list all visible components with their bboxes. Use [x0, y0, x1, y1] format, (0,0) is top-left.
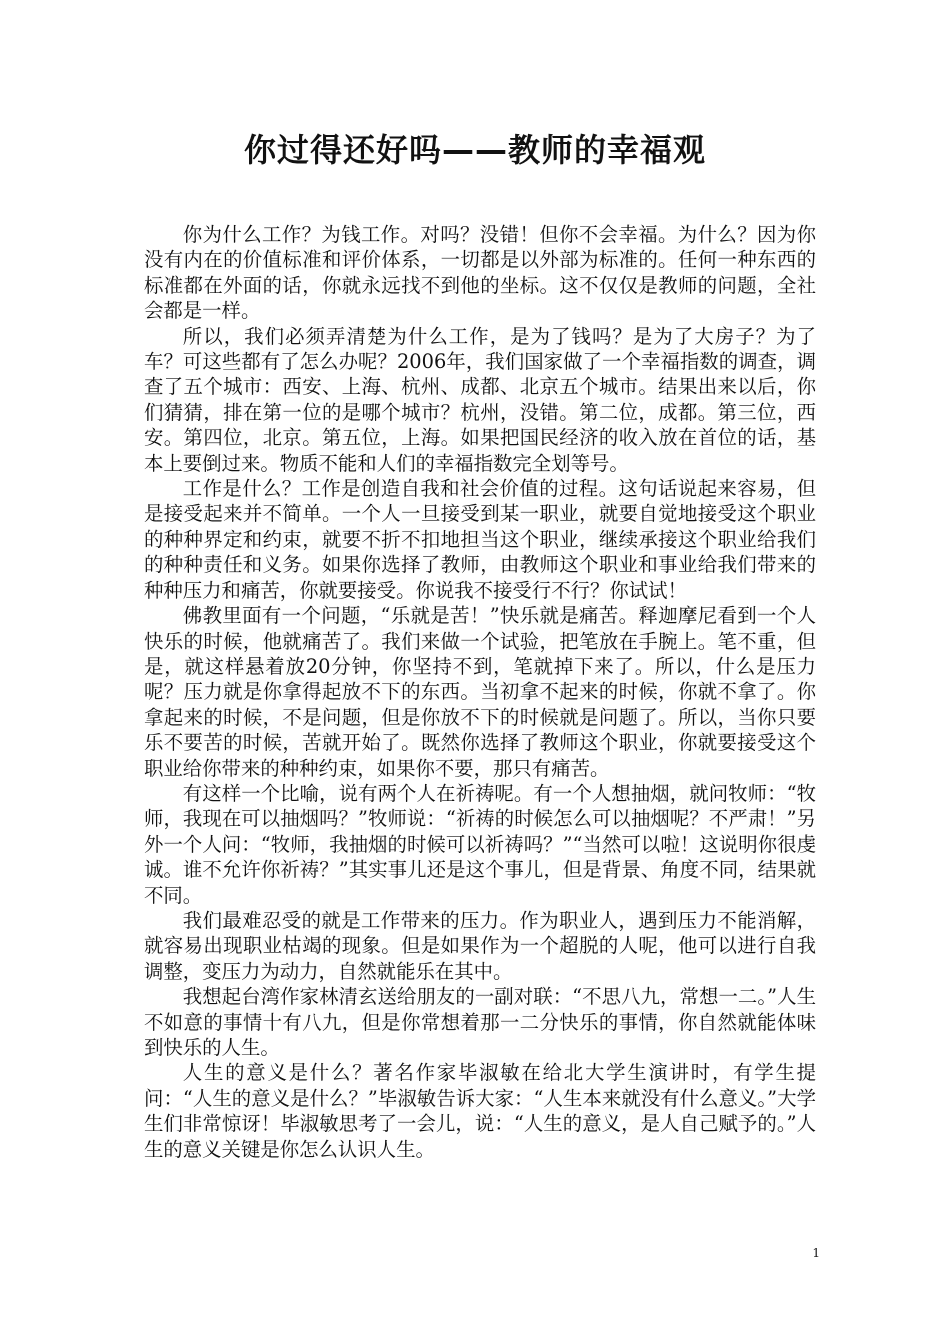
paragraph: 我们最难忍受的就是工作带来的压力。作为职业人，遇到压力不能消解，就容易出现职业枯竭的现象。但是如果作为一个超脱的人呢，他可以进行自我调整，变压力为动力，自然就能乐在其中。	[144, 908, 816, 983]
document-title: 你过得还好吗——教师的幸福观	[243, 131, 706, 169]
paragraph: 你为什么工作？为钱工作。对吗？没错！但你不会幸福。为什么？因为你没有内在的价值标准和评价体系，一切都是以外部为标准的。任何一种东西的标准都在外面的话，你就永远找不到他的坐标。这不仅仅是教师的问题，全社会都是一样。	[144, 223, 816, 323]
paragraph: 所以，我们必须弄清楚为什么工作，是为了钱吗？是为了大房子？为了车？可这些都有了怎么办呢？2006年，我们国家做了一个幸福指数的调查，调查了五个城市：西安、上海、杭州、成都、北京五个城市。结果出来以后，你们猜猜，排在第一位的是哪个城市？杭州，没错。第二位，成都。第三位，西安。第四位，北京。第五位，上海。如果把国民经济的收入放在首位的话，基本上要倒过来。物质不能和人们的幸福指数完全划等号。	[144, 324, 816, 475]
paragraph: 佛教里面有一个问题，“乐就是苦！”快乐就是痛苦。释迦摩尼看到一个人快乐的时候，他就痛苦了。我们来做一个试验，把笔放在手腕上。笔不重，但是，就这样悬着放20分钟，你坚持不到，笔就掉下来了。所以，什么是压力呢？压力就是你拿得起放不下的东西。当初拿不起来的时候，你就不拿了。你拿起来的时候，不是问题，但是你放不下的时候就是问题了。所以，当你只要乐不要苦的时候，苦就开始了。既然你选择了教师这个职业，你就要接受这个职业给你带来的种种约束，如果你不要，那只有痛苦。	[144, 604, 816, 780]
paragraph: 人生的意义是什么？著名作家毕淑敏在给北大学生演讲时，有学生提问：“人生的意义是什么？”毕淑敏告诉大家：“人生本来就没有什么意义。”大学生们非常惊讶！毕淑敏思考了一会儿，说：“人生的意义，是人自己赋予的。”人生的意义关键是你怎么认识人生。	[144, 1061, 816, 1161]
paragraph: 有这样一个比喻，说有两个人在祈祷呢。有一个人想抽烟，就问牧师：“牧师，我现在可以抽烟吗？”牧师说：“祈祷的时候怎么可以抽烟呢？不严肃！”另外一个人问：“牧师，我抽烟的时候可以祈祷吗？”“当然可以啦！这说明你很虔诚。谁不允许你祈祷？”其实事儿还是这个事儿，但是背景、角度不同，结果就不同。	[144, 781, 816, 907]
paragraph: 我想起台湾作家林清玄送给朋友的一副对联：“不思八九，常想一二。”人生不如意的事情十有八九，但是你常想着那一二分快乐的事情，你自然就能体味到快乐的人生。	[144, 985, 816, 1059]
page-number: 1	[812, 1246, 820, 1260]
paragraph: 工作是什么？工作是创造自我和社会价值的过程。这句话说起来容易，但是接受起来并不简单。一个人一旦接受到某一职业，就要自觉地接受这个职业的种种界定和约束，就要不折不扣地担当这个职业，继续承接这个职业给我们的种种责任和义务。如果你选择了教师，由教师这个职业和事业给我们带来的种种压力和痛苦，你就要接受。你说我不接受行不行？你试试！	[144, 477, 816, 602]
document-body	[144, 222, 816, 1162]
